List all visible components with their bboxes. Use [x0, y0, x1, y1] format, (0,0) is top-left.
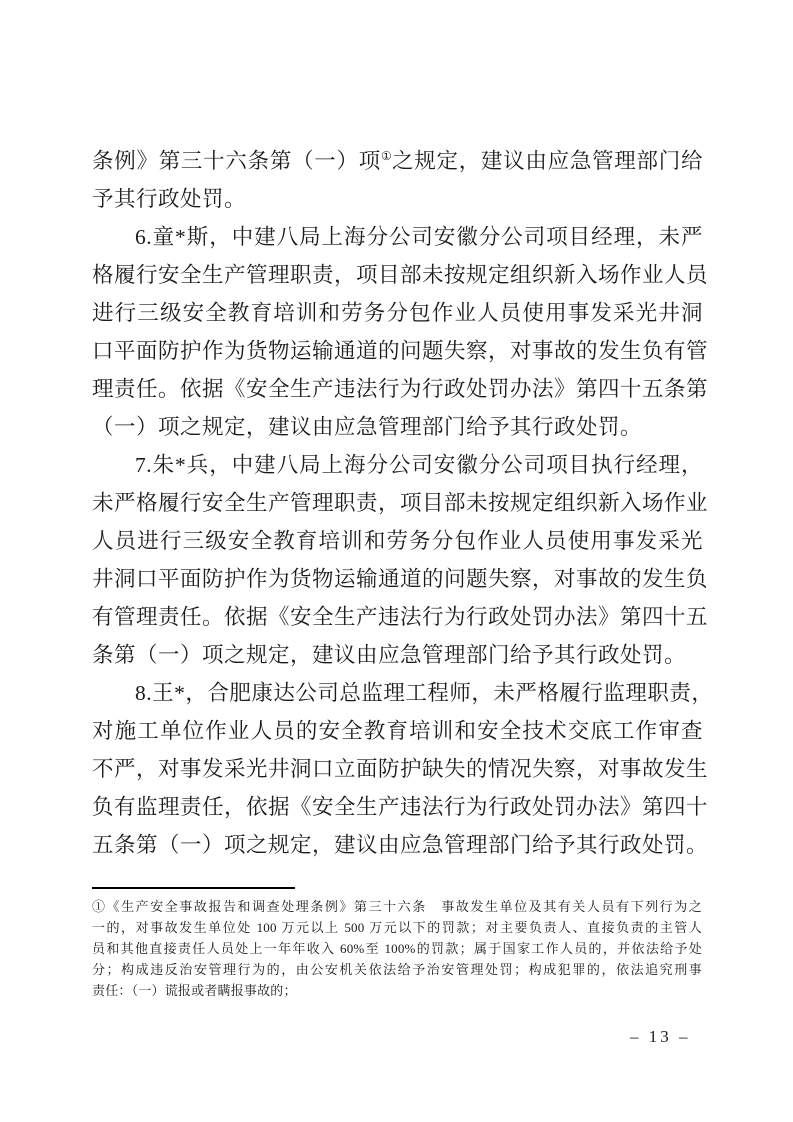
- document-body: [92, 142, 714, 864]
- text-line: 进行三级安全教育培训和劳务分包作业人员使用事发采光井洞: [92, 301, 703, 325]
- text-line: 对施工单位作业人员的安全教育培训和安全技术交底工作审查: [92, 719, 703, 743]
- text-line: 不严，对事发采光井洞口立面防护缺失的情况失察，对事故发生: [92, 757, 709, 781]
- paragraph-item-6: [92, 218, 709, 446]
- text-line: 未严格履行安全生产管理职责，项目部未按规定组织新入场作业: [92, 491, 709, 515]
- text-line: 格履行安全生产管理职责，项目部未按规定组织新入场作业人员: [92, 263, 709, 287]
- page-number: – 13 –: [630, 1027, 691, 1046]
- footnote-separator: [92, 887, 295, 889]
- text-line: 五条第（一）项之规定，建议由应急管理部门给予其行政处罚。: [92, 833, 709, 857]
- text-line: 井洞口平面防护作为货物运输通道的问题失察，对事故的发生负: [92, 567, 709, 591]
- paragraph-item-7: [92, 446, 709, 674]
- text-line: 理责任。依据《安全生产违法行为行政处罚办法》第四十五条第: [92, 377, 709, 401]
- text-line: 人员进行三级安全教育培训和劳务分包作业人员使用事发采光: [92, 529, 703, 553]
- footnote-line: ①《生产安全事故报告和调查处理条例》第三十六条 事故发生单位及其有关人员有下列行为之: [92, 899, 702, 914]
- text-line: 6.童*斯，中建八局上海分公司安徽分公司项目经理，未严: [135, 225, 703, 249]
- text-line: [92, 142, 703, 180]
- text-line: 口平面防护作为货物运输通道的问题失察，对事故的发生负有管: [92, 339, 709, 363]
- text-line: 8.王*，合肥康达公司总监理工程师，未严格履行监理职责，: [135, 681, 714, 705]
- footnote-line: 员和其他直接责任人员处上一年年收入 60%至 100%的罚款；属于国家工作人员的，并依法给予处: [92, 941, 702, 956]
- paragraph-item-8: [92, 674, 714, 864]
- footnote-line: 责任：（一）谎报或者瞒报事故的；: [92, 983, 297, 998]
- line-text: 条例》第三十六条第（一）项: [92, 149, 381, 173]
- text-line: 予其行政处罚。: [92, 187, 247, 211]
- text-line: 负有监理责任，依据《安全生产违法行为行政处罚办法》第四十: [92, 795, 709, 819]
- footnote-line: 一的，对事故发生单位处 100 万元以上 500 万元以下的罚款；对主要负责人、直接负责的主管人: [92, 920, 702, 935]
- footnote-line: 分；构成违反治安管理行为的，由公安机关依法给予治安管理处罚；构成犯罪的，依法追究刑事: [92, 962, 702, 977]
- paragraph-continuation: [92, 142, 703, 218]
- line-text: 之规定，建议由应急管理部门给: [392, 149, 703, 173]
- text-line: 有管理责任。依据《安全生产违法行为行政处罚办法》第四十五: [92, 605, 709, 629]
- text-line: （一）项之规定，建议由应急管理部门给予其行政处罚。: [92, 415, 643, 439]
- footnote-ref-marker: ①: [381, 148, 392, 163]
- footnote-section: [92, 896, 702, 1001]
- text-line: 7.朱*兵，中建八局上海分公司安徽分公司项目执行经理，: [135, 453, 703, 477]
- text-line: 条第（一）项之规定，建议由应急管理部门给予其行政处罚。: [92, 643, 687, 667]
